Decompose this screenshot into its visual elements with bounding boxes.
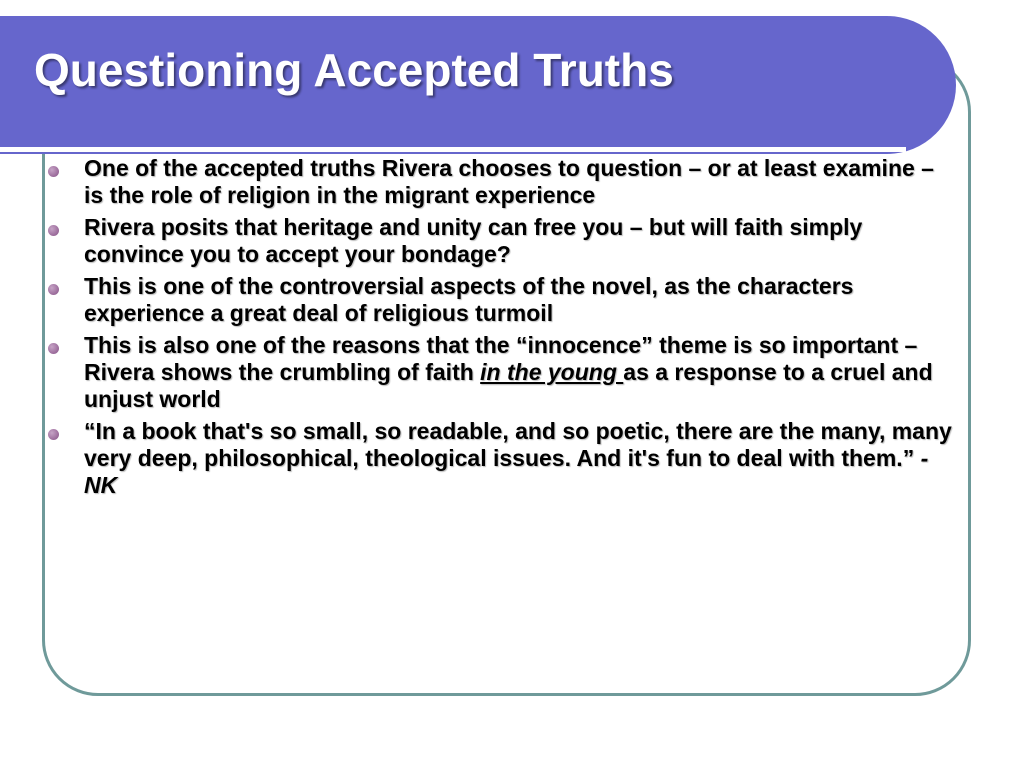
slide-title: Questioning Accepted Truths	[34, 44, 674, 96]
title-divider	[0, 147, 906, 152]
bullet-text: This is one of the controversial aspects of the novel, as the characters experience a great deal of religious turmoil	[84, 273, 854, 326]
bullet-item-heritage-unity	[46, 214, 958, 268]
bullet-text: One of the accepted truths Rivera chooses to question – or at least examine – is the role of religion in the migrant experience	[84, 155, 934, 208]
bullet-list	[46, 155, 958, 504]
bullet-quote: “In a book that's so small, so readable, and so poetic, there are the many, many very deep, philosophical, theological issues. And it's fun to deal with them.”	[84, 418, 952, 471]
bullet-item-quote	[46, 418, 958, 499]
bullet-text: Rivera posits that heritage and unity can free you – but will faith simply convince you to accept your bondage?	[84, 214, 863, 267]
bullet-item-religion-question	[46, 155, 958, 209]
bullet-icon	[48, 284, 59, 295]
bullet-text-before: This is also one of the reasons that the “innocence” theme is so important – Rivera shows the crumbling of faith	[84, 332, 918, 385]
bullet-icon	[48, 225, 59, 236]
quote-attribution: - NK	[84, 445, 929, 498]
bullet-text-after: as a response to a cruel and unjust world	[84, 359, 933, 412]
bullet-icon	[48, 343, 59, 354]
bullet-icon	[48, 166, 59, 177]
bullet-icon	[48, 429, 59, 440]
bullet-item-controversial-aspects	[46, 273, 958, 327]
bullet-item-innocence-theme	[46, 332, 958, 413]
bullet-emphasis: in the young	[480, 359, 624, 385]
